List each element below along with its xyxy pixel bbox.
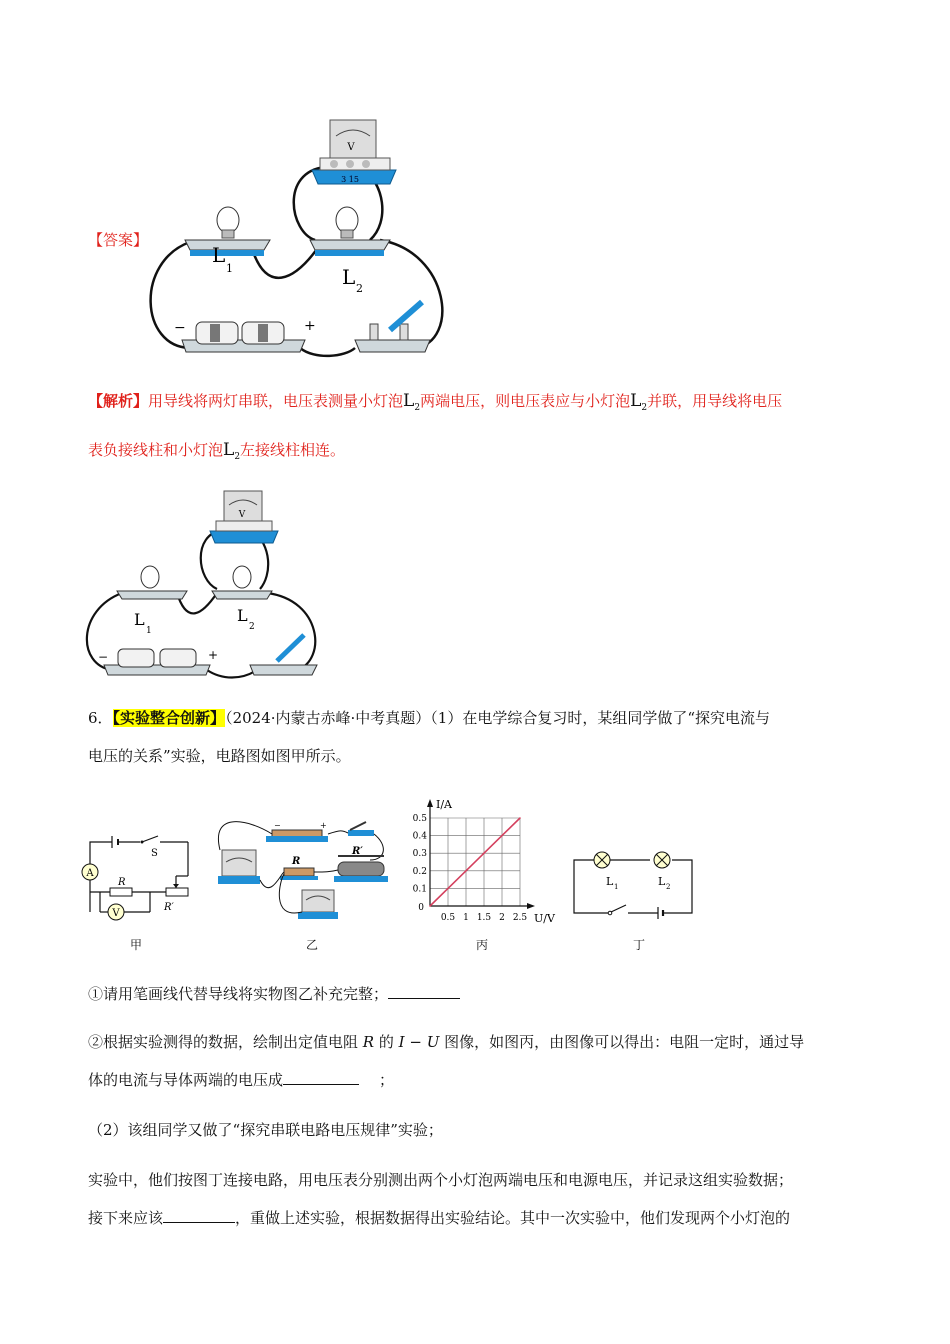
x-tick-label: 1.5 (476, 913, 492, 923)
data-point (447, 888, 449, 890)
lamp-l1-sub: 1 (146, 626, 152, 636)
analysis-text-2b: 左接线柱相连。 (240, 441, 346, 459)
answer-blank-3[interactable] (163, 1208, 235, 1223)
analysis-text-1a: 用导线将两灯串联，电压表测量小灯泡 (148, 392, 404, 410)
symbol-l: L (403, 391, 415, 411)
switch-s-label: S (151, 848, 158, 859)
lamp-l2-sub: 2 (249, 622, 255, 632)
y-tick-label: 0.2 (412, 866, 427, 877)
lamp-l2-label: L (342, 265, 356, 289)
lamp-l2-icon (212, 566, 272, 599)
data-point (429, 905, 431, 907)
question-part-1: （1）在电学综合复习时，某组同学做了“探究电流与 (430, 709, 770, 727)
x-tick-label: 2.5 (512, 913, 528, 923)
p3-text-b: ，重做上述实验，根据数据得出实验结论。其中一次实验中，他们发现两个小灯泡的 (235, 1209, 791, 1227)
lamp-l2-label: L (237, 606, 248, 625)
lamp-l1-label: L (212, 243, 226, 267)
lamp-l1-sub: 1 (226, 262, 233, 275)
sub-question-1-text: ①请用笔画线代替导线将实物图乙补充完整； (88, 985, 389, 1003)
resistor-r-label: R (118, 877, 126, 888)
svg-text:−: − (274, 821, 281, 830)
q2-text-a: ②根据实验测得的数据，绘制出定值电阻 (88, 1033, 359, 1051)
lamp-l2-sub: 2 (666, 883, 671, 891)
data-point (501, 835, 503, 837)
q2-end: ； (379, 1071, 395, 1089)
voltmeter-icon (312, 120, 396, 184)
analysis-text-1c: 并联，用导线将电压 (647, 392, 783, 410)
switch-icon (355, 302, 430, 352)
symbol-iu: I − U (398, 1033, 440, 1051)
x-tick-label: 0 (418, 903, 424, 913)
svg-text:V: V (112, 908, 120, 919)
symbol-l: L (630, 391, 642, 411)
symbol-l: L (223, 440, 235, 460)
answer-circuit-figure (150, 112, 450, 362)
data-point (465, 870, 467, 872)
question-source: （2024·内蒙古赤峰·中考真题） (225, 709, 431, 727)
analysis-text-1b: 两端电压，则电压表应与小灯泡 (420, 392, 631, 410)
rheostat-label: R′ (352, 846, 363, 857)
rheostat-label: R′ (164, 902, 174, 913)
sub-question-2-line-2 (88, 1070, 394, 1090)
analysis-line-2 (88, 440, 345, 467)
y-tick-label: 0.1 (412, 884, 427, 895)
battery-minus: − (98, 650, 109, 664)
resistor-r-label: R (292, 856, 301, 867)
data-point (519, 817, 521, 819)
lamp-l2-icon (654, 852, 670, 868)
lamp-l1-label: L (134, 610, 145, 629)
lamp-l1-sub: 1 (614, 883, 619, 891)
ammeter-icon (82, 864, 98, 880)
voltmeter-icon (108, 904, 124, 920)
q2-text-c: 图像，如图丙，由图像可以得出：电阻一定时，通过导 (444, 1033, 805, 1051)
ammeter-icon (218, 850, 260, 884)
circuit-jia-figure (80, 832, 200, 932)
battery-icon (182, 322, 305, 352)
svg-text:V: V (347, 142, 355, 153)
part-2-text-line-2 (88, 1208, 790, 1228)
part-2-text-line-1: 实验中，他们按图丁连接电路，用电压表分别测出两个小灯泡两端电压和电源电压，并记录这组实验数据； (88, 1171, 794, 1189)
lamp-l1-icon (117, 566, 187, 599)
x-tick-label: 0.5 (440, 913, 456, 923)
symbol-sub: 2 (234, 452, 241, 462)
battery-plus: + (304, 318, 316, 334)
q2-line2-text: 体的电流与导体两端的电压成 (88, 1071, 284, 1089)
y-tick-label: 0.5 (412, 814, 427, 824)
voltmeter-icon (210, 491, 278, 543)
svg-text:+: + (320, 821, 327, 830)
svg-text:3 15: 3 15 (341, 175, 359, 184)
svg-text:V: V (238, 510, 246, 520)
symbol-sub: 2 (414, 403, 421, 413)
p3-text-a: 接下来应该 (88, 1209, 164, 1227)
q2-text-b: 的 (378, 1033, 394, 1051)
battery-plus: + (208, 648, 219, 662)
analysis-line-1 (88, 391, 782, 418)
data-point (483, 852, 485, 854)
battery-icon (104, 649, 210, 675)
fig-label-ding: 丁 (632, 938, 645, 952)
fig-label-yi: 乙 (305, 938, 318, 952)
lamp-l1-icon (594, 852, 610, 868)
part-2: （2）该组同学又做了“探究串联电路电压规律”实验； (88, 1121, 443, 1139)
question-6-line-1 (88, 708, 770, 728)
question-number: 6． (88, 709, 113, 727)
symbol-sub: 2 (641, 403, 648, 413)
series-line (430, 818, 520, 906)
rheostat-icon (334, 846, 388, 882)
fig-label-bing: 丙 (475, 938, 488, 952)
resistor-icon (280, 856, 318, 880)
sub-question-1 (88, 984, 460, 1004)
y-axis-label: I/A (436, 798, 452, 811)
answer-blank-1[interactable] (388, 984, 460, 999)
y-axis-arrow (427, 799, 433, 807)
fig-label-jia: 甲 (129, 938, 142, 952)
analysis-tag: 【解析】 (88, 392, 149, 410)
analysis-circuit-figure (82, 485, 332, 685)
switch-icon (250, 635, 317, 675)
x-axis-arrow (527, 903, 535, 909)
sub-question-2-line-1 (88, 1032, 804, 1052)
x-axis-label: U/V (534, 912, 555, 925)
svg-text:A: A (86, 868, 94, 879)
x-tick-label: 2 (499, 913, 505, 923)
y-tick-label: 0.3 (412, 849, 427, 860)
analysis-text-2a: 表负接线柱和小灯泡 (88, 441, 224, 459)
battery-minus: − (174, 320, 186, 336)
answer-tag: 【答案】 (88, 231, 149, 249)
answer-blank-2[interactable] (283, 1070, 359, 1085)
y-tick-label: 0.4 (412, 831, 427, 842)
circuit-ding-figure (568, 845, 698, 920)
lamp-l1-icon (185, 207, 270, 256)
x-tick-label: 1 (463, 913, 469, 923)
lamp-l2-sub: 2 (356, 282, 363, 295)
symbol-r: R (362, 1033, 375, 1051)
question-6-line-2: 电压的关系”实验，电路图如图甲所示。 (88, 747, 351, 765)
question-tag: 【实验整合创新】 (112, 709, 226, 727)
lamp-l2-label: L (658, 875, 666, 888)
lamp-l1-label: L (606, 875, 614, 888)
iu-chart (402, 796, 555, 931)
voltmeter-icon (298, 890, 338, 919)
circuit-yi-figure (210, 800, 390, 930)
